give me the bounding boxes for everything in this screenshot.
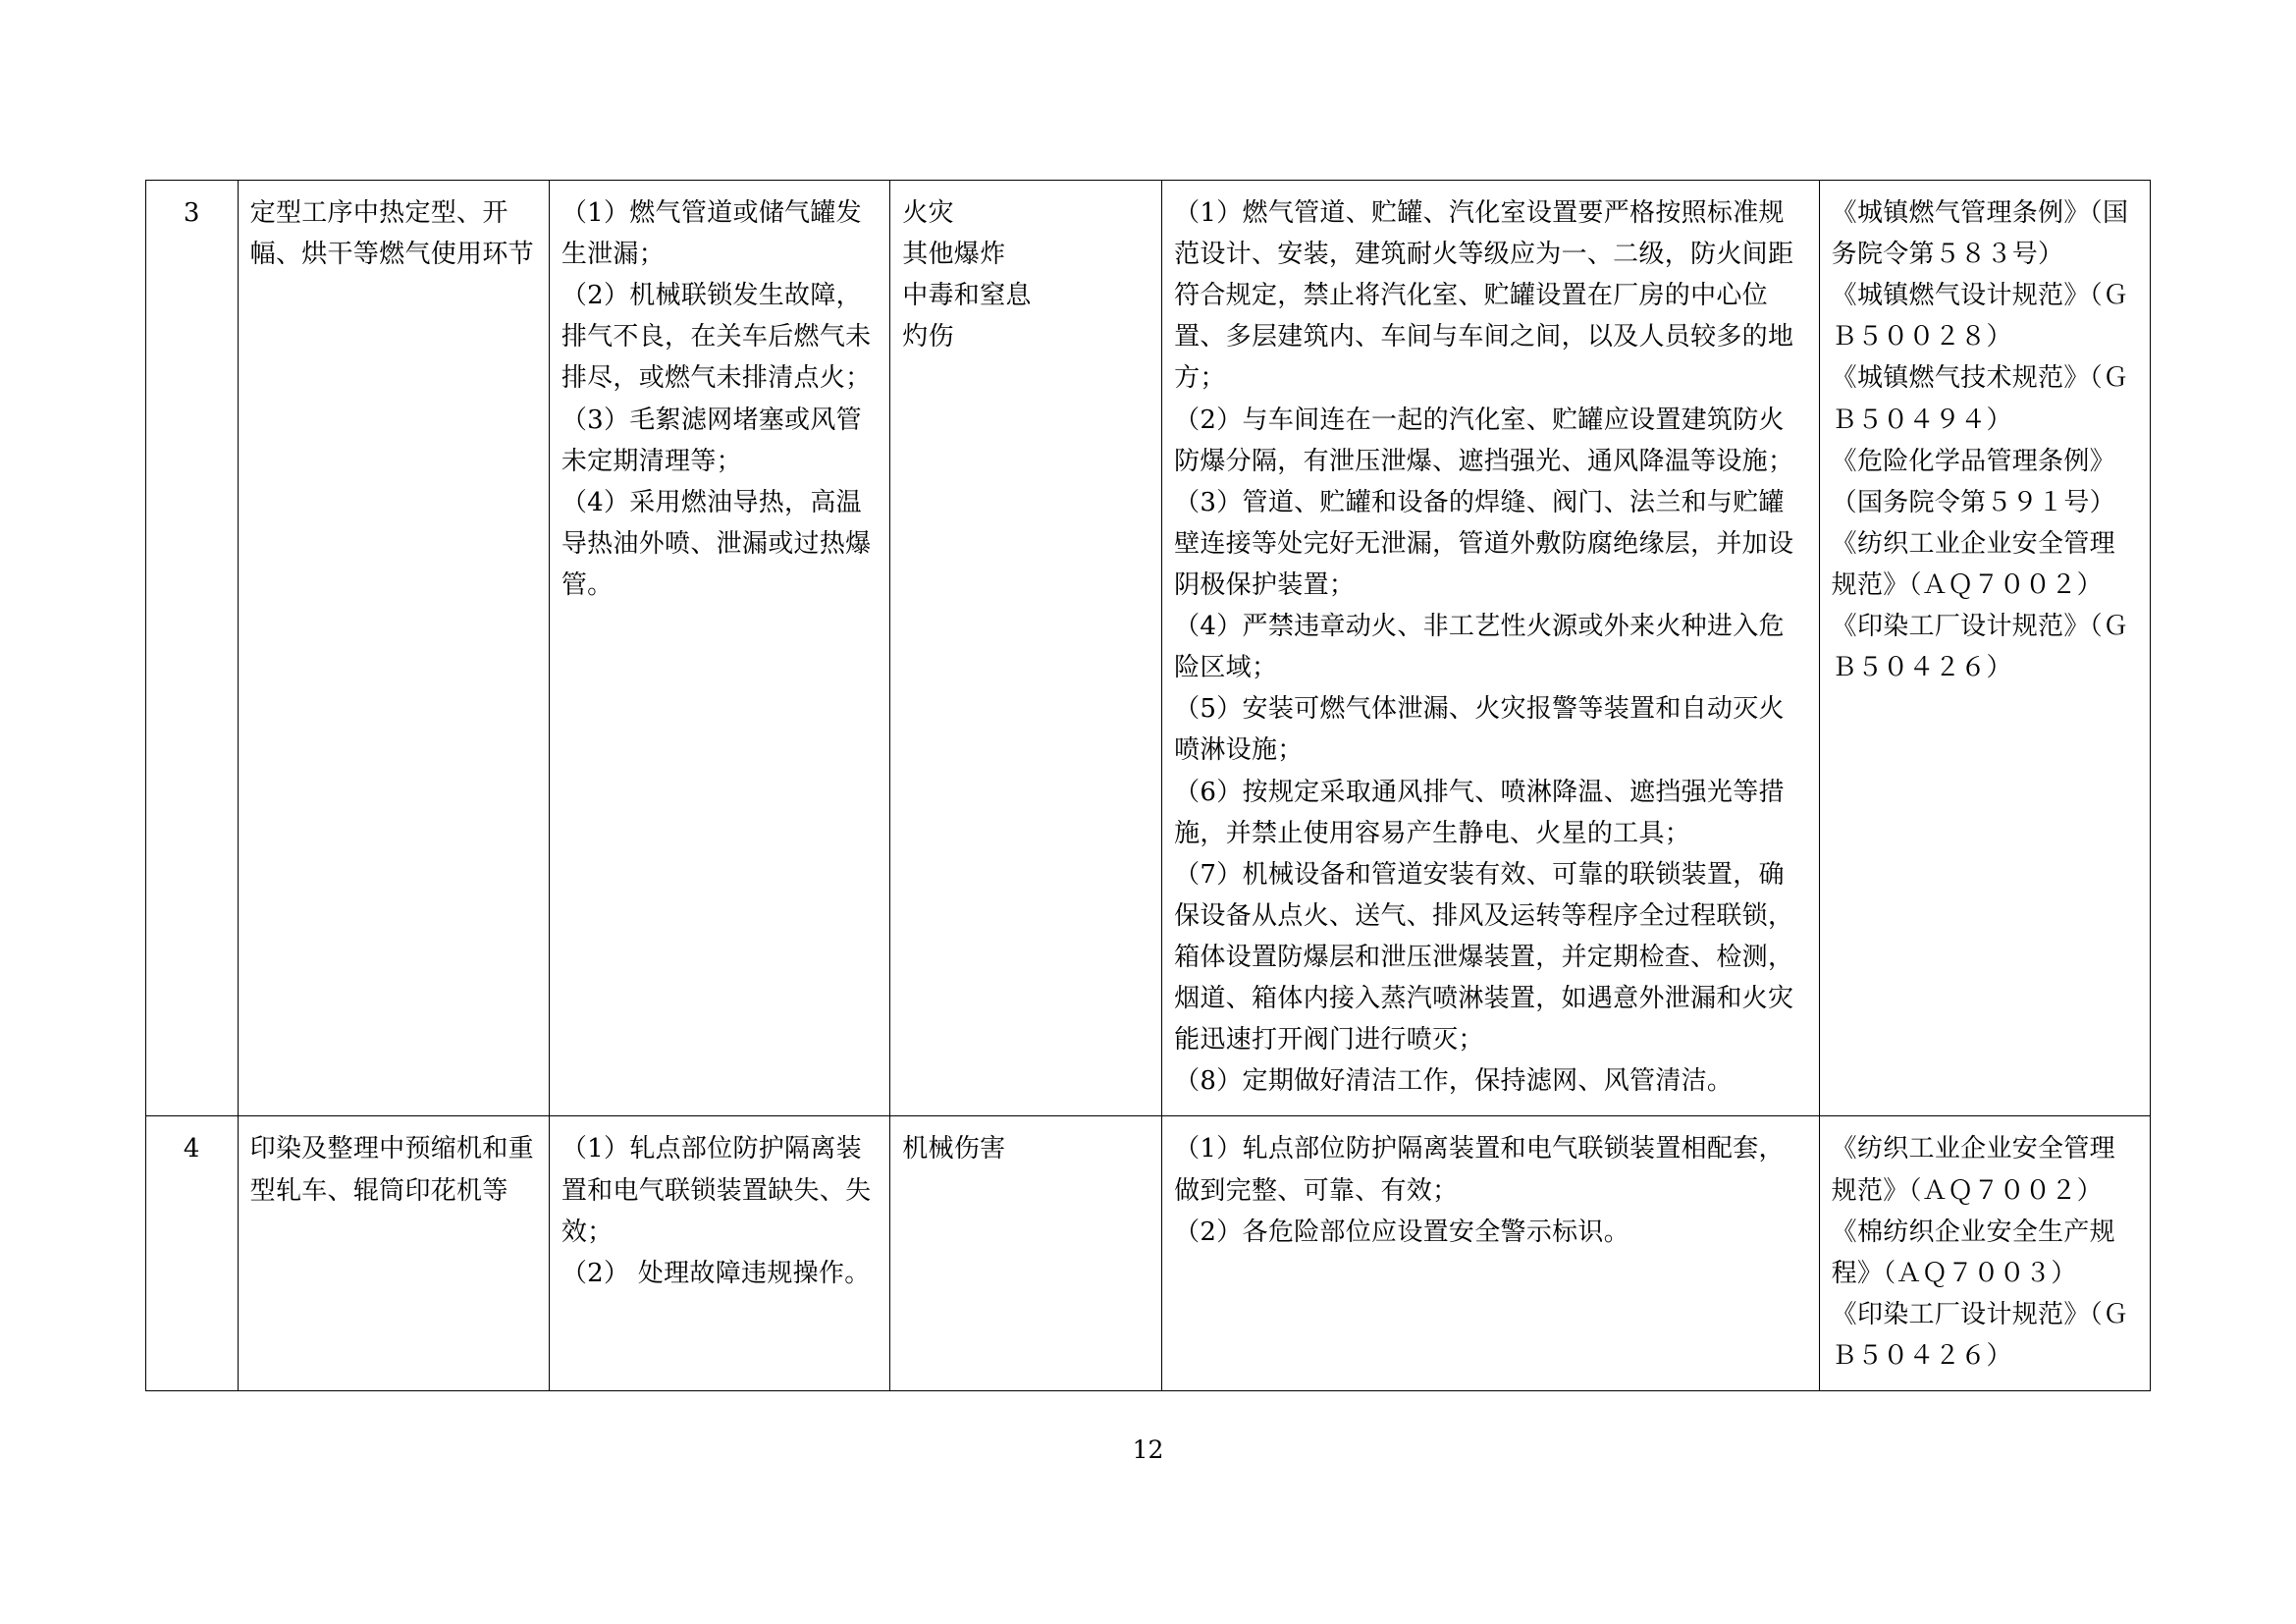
- measure-item: （8）定期做好清洁工作，保持滤网、风管清洁。: [1174, 1066, 1734, 1097]
- measure-item: （1）燃气管道、贮罐、汽化室设置要严格按照标准规范设计、安装，建筑耐火等级应为一、二级，防火间距符合规定，禁止将汽化室、贮罐设置在厂房的中心位置、多层建筑内、车间与车间之间，以及人员较多的地方；: [1174, 198, 1794, 394]
- risk-factor-cell: [549, 181, 889, 1116]
- hazard-identification-table: [145, 180, 2151, 1391]
- risk-item: （2） 处理故障违规操作。: [561, 1258, 871, 1288]
- control-measure-cell: [1162, 181, 1820, 1116]
- table-row: [146, 1116, 2151, 1391]
- legal-basis-cell: [1819, 1116, 2150, 1391]
- risk-item: （1）燃气管道或储气罐发生泄漏；: [561, 198, 862, 270]
- basis-item: 《纺织工业企业安全管理规范》（ＡＱ７００２）: [1831, 528, 2115, 600]
- measure-item: （7）机械设备和管道安装有效、可靠的联锁装置，确保设备从点火、送气、排风及运转等程序全过程联锁，箱体设置防爆层和泄压泄爆装置，并定期检查、检测，烟道、箱体内接入蒸汽喷淋装置，如遇意外泄漏和火灾能迅速打开阀门进行喷灭；: [1174, 859, 1794, 1056]
- basis-item: 《城镇燃气设计规范》（ＧＢ５００２８）: [1831, 281, 2129, 352]
- basis-item: 《城镇燃气技术规范》（ＧＢ５０４９４）: [1831, 363, 2129, 435]
- measure-item: （1）轧点部位防护隔离装置和电气联锁装置相配套，做到完整、可靠、有效；: [1174, 1134, 1785, 1206]
- control-measure-cell: [1162, 1116, 1820, 1391]
- process-link-cell: [238, 1116, 549, 1391]
- process-link-text: 印染及整理中预缩机和重型轧车、辊筒印花机等: [249, 1134, 534, 1206]
- accident-type-cell: [890, 181, 1162, 1116]
- measure-item: （4）严禁违章动火、非工艺性火源或外来火种进入危险区域；: [1174, 612, 1785, 683]
- row-number: 3: [183, 198, 200, 228]
- table-body: [146, 181, 2151, 1391]
- row-number: 4: [183, 1134, 200, 1164]
- row-number-cell: [146, 1116, 239, 1391]
- basis-item: 《城镇燃气管理条例》（国务院令第５８３号）: [1831, 198, 2129, 270]
- accident-item: 机械伤害: [902, 1134, 1006, 1164]
- row-number-cell: [146, 181, 239, 1116]
- process-link-cell: [238, 181, 549, 1116]
- accident-item: 其他爆炸: [902, 240, 1006, 270]
- measure-item: （5）安装可燃气体泄漏、火灾报警等装置和自动灭火喷淋设施；: [1174, 694, 1785, 766]
- risk-item: （3）毛絮滤网堵塞或风管未定期清理等；: [561, 405, 862, 476]
- process-link-text: 定型工序中热定型、开幅、烘干等燃气使用环节: [249, 198, 534, 270]
- accident-item: 火灾: [902, 198, 954, 228]
- accident-item: 中毒和窒息: [902, 281, 1032, 311]
- basis-item: 《危险化学品管理条例》（国务院令第５９１号）: [1831, 446, 2115, 517]
- basis-item: 《印染工厂设计规范》（ＧＢ５０４２６）: [1831, 612, 2129, 683]
- measure-item: （3）管道、贮罐和设备的焊缝、阀门、法兰和与贮罐壁连接等处完好无泄漏，管道外敷防腐绝缘层，并加设阴极保护装置；: [1174, 487, 1794, 600]
- measure-item: （2）与车间连在一起的汽化室、贮罐应设置建筑防火防爆分隔，有泄压泄爆、遮挡强光、通风降温等设施；: [1174, 405, 1794, 476]
- measure-item: （6）按规定采取通风排气、喷淋降温、遮挡强光等措施，并禁止使用容易产生静电、火星的工具；: [1174, 777, 1785, 848]
- basis-item: 《棉纺织企业安全生产规程》（ＡＱ７００３）: [1831, 1217, 2115, 1288]
- risk-item: （4）采用燃油导热，高温导热油外喷、泄漏或过热爆管。: [561, 487, 872, 600]
- basis-item: 《纺织工业企业安全管理规范》（ＡＱ７００２）: [1831, 1134, 2115, 1206]
- risk-item: （1）轧点部位防护隔离装置和电气联锁装置缺失、失效；: [561, 1134, 872, 1247]
- accident-type-cell: [890, 1116, 1162, 1391]
- legal-basis-cell: [1819, 181, 2150, 1116]
- measure-item: （2）各危险部位应设置安全警示标识。: [1174, 1217, 1630, 1247]
- risk-factor-cell: [549, 1116, 889, 1391]
- basis-item: 《印染工厂设计规范》（ＧＢ５０４２６）: [1831, 1299, 2129, 1371]
- table-row: [146, 181, 2151, 1116]
- risk-item: （2）机械联锁发生故障，排气不良，在关车后燃气未排尽，或燃气未排清点火；: [561, 281, 872, 394]
- page-number: 12: [1132, 1435, 1164, 1464]
- accident-item: 灼伤: [902, 322, 954, 352]
